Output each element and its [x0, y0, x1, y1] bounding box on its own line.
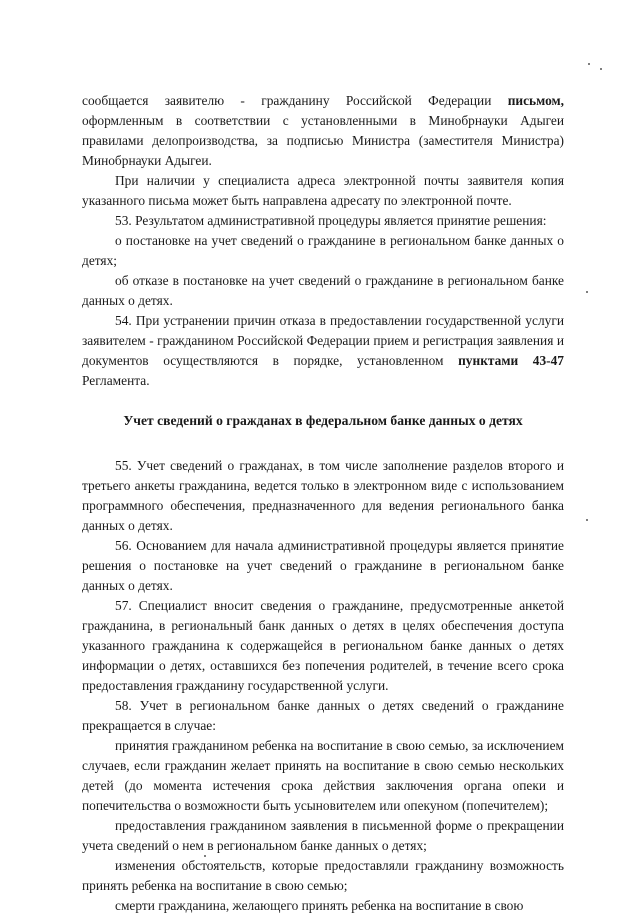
text: Регламента.: [82, 373, 150, 388]
bold-text: пунктами 43-47: [458, 353, 564, 368]
paragraph-continuation: [82, 91, 564, 171]
paragraph-55: 55. Учет сведений о гражданах, в том числе заполнение разделов второго и третьего анкеты гражданина, ведется только в электронном виде с использованием программного обеспечения, предназначенного для ведения регионального банка данных о детях.: [82, 458, 564, 533]
paragraph-53: 53. Результатом административной процедуры является принятие решения:: [115, 213, 547, 228]
paragraph: При наличии у специалиста адреса электронной почты заявителя копия указанного письма может быть направлена адресату по электронной почте.: [82, 173, 564, 208]
paragraph-53-item-1: о постановке на учет сведений о гражданине в региональном банке данных о детях;: [82, 233, 564, 268]
scan-speck: [588, 63, 590, 65]
scan-speck: [600, 68, 602, 70]
paragraph-57: 57. Специалист вносит сведения о гражданине, предусмотренные анкетой гражданина, в региональный банк данных о детях в целях обеспечения доступа указанного гражданина к содержащейся в региональном банке данных о детях информации о детях, оставшихся без попечения родителей, в течение всего срока предоставления гражданину государственной услуги.: [82, 598, 564, 693]
paragraph-58-item-3: изменения обстоятельств, которые предоставляли гражданину возможность принять ребенка на воспитание в свою семью;: [82, 858, 564, 893]
paragraph-53-item-2: об отказе в постановке на учет сведений о гражданине в региональном банке данных о детях.: [82, 273, 564, 308]
scan-speck: [586, 291, 588, 293]
paragraph-56: 56. Основанием для начала административной процедуры является принятие решения о постановке на учет сведений о гражданине в региональном банке данных о детях.: [82, 538, 564, 593]
paragraph-58: 58. Учет в региональном банке данных о детях сведений о гражданине прекращается в случае:: [82, 698, 564, 733]
scan-speck: [586, 519, 588, 521]
document-body: [82, 91, 564, 916]
bold-text: письмом,: [507, 93, 564, 108]
paragraph-54: [82, 311, 564, 391]
paragraph-58-item-1: принятия гражданином ребенка на воспитание в свою семью, за исключением случаев, если гражданин желает принять на воспитание в свою семью нескольких детей (до момента истечения срока действия заключения органа опеки и попечительства о возможности быть усыновителем или опекуном (попечителем);: [82, 738, 564, 813]
text: 54. При устранении причин отказа в предоставлении государственной услуги заявителем - гражданином Российской Федерации прием и регистрация заявления и документов осуществляются в порядке, установленном: [82, 313, 564, 368]
text: оформленным в соответствии с установленными в Минобрнауки Адыгеи правилами делопроизводства, за подписью Министра (заместителя Министра) Минобрнауки Адыгеи.: [82, 113, 564, 168]
paragraph-58-item-2: предоставления гражданином заявления в письменной форме о прекращении учета сведений о нем в региональном банке данных о детях;: [82, 818, 564, 853]
section-heading: Учет сведений о гражданах в федеральном банке данных о детях: [123, 413, 523, 428]
text: сообщается заявителю - гражданину Российской Федерации: [82, 93, 508, 108]
paragraph-58-item-4: смерти гражданина, желающего принять ребенка на воспитание в свою: [115, 898, 524, 913]
